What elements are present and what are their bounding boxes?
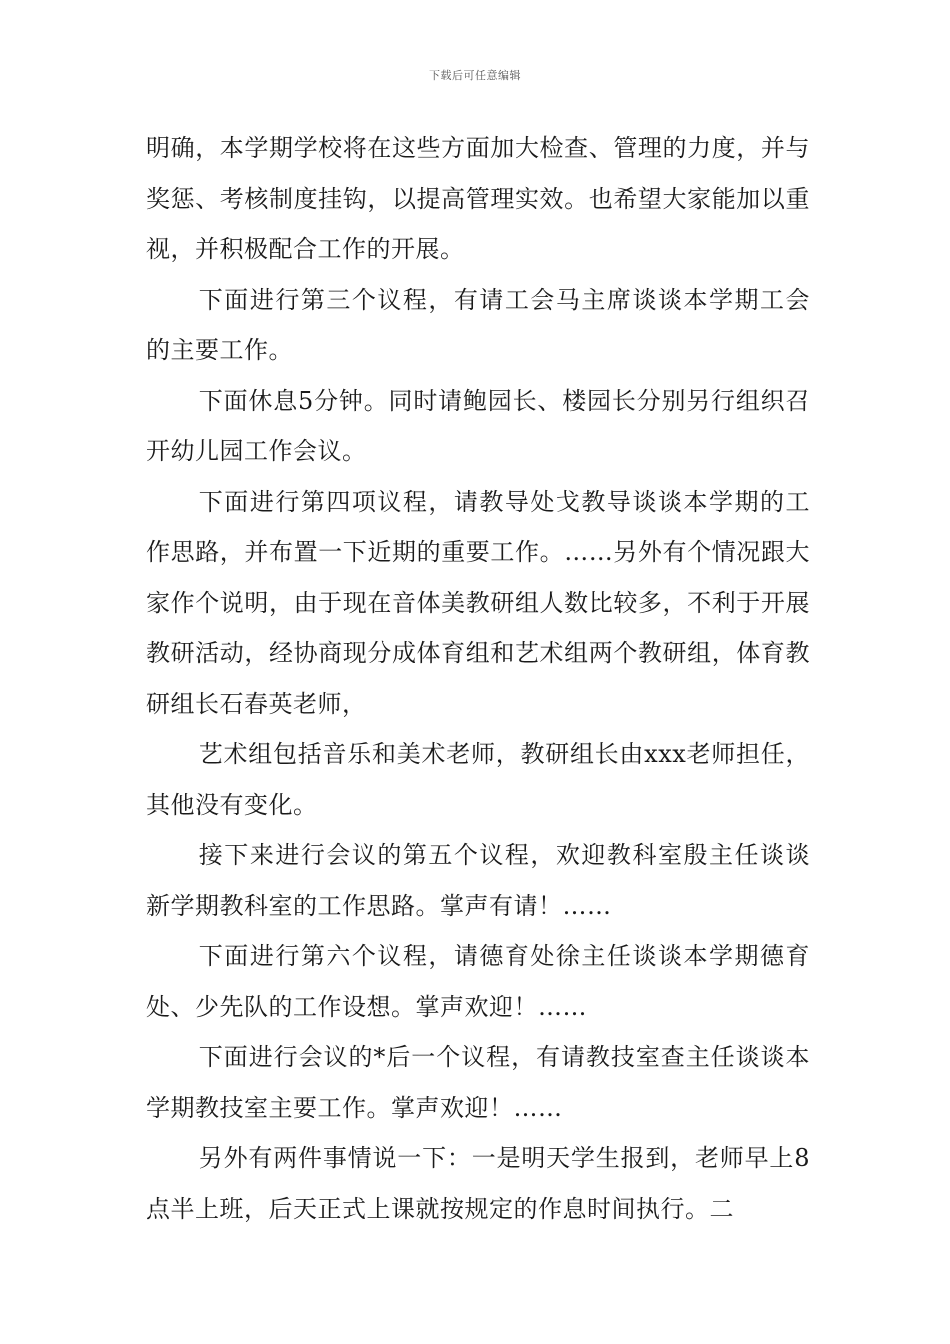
paragraph: 下面进行会议的*后一个议程，有请教技室查主任谈谈本学期教技室主要工作。掌声欢迎！…… xyxy=(146,1043,810,1122)
paragraph: 下面休息5分钟。同时请鲍园长、楼园长分别另行组织召开幼儿园工作会议。 xyxy=(146,386,810,465)
document-body xyxy=(146,123,810,1234)
paragraph: 艺术组包括音乐和美术老师，教研组长由xxx老师担任，其他没有变化。 xyxy=(146,740,810,819)
paragraph: 接下来进行会议的第五个议程，欢迎教科室殷主任谈谈新学期教科室的工作思路。掌声有请！…… xyxy=(146,841,810,920)
page-header: 下载后可任意编辑 xyxy=(429,69,521,82)
paragraph-continued: 明确，本学期学校将在这些方面加大检查、管理的力度，并与奖惩、考核制度挂钩，以提高管理实效。也希望大家能加以重视，并积极配合工作的开展。 xyxy=(146,134,810,263)
paragraph: 下面进行第四项议程，请教导处戈教导谈谈本学期的工作思路，并布置一下近期的重要工作。……另外有个情况跟大家作个说明，由于现在音体美教研组人数比较多，不利于开展教研活动，经协商现分成体育组和艺术组两个教研组，体育教研组长石春英老师， xyxy=(146,487,810,718)
paragraph: 下面进行第六个议程，请德育处徐主任谈谈本学期德育处、少先队的工作设想。掌声欢迎！…… xyxy=(146,942,810,1021)
paragraph: 下面进行第三个议程，有请工会马主席谈谈本学期工会的主要工作。 xyxy=(146,285,810,364)
paragraph: 另外有两件事情说一下：一是明天学生报到，老师早上8点半上班，后天正式上课就按规定的作息时间执行。二 xyxy=(146,1144,810,1223)
